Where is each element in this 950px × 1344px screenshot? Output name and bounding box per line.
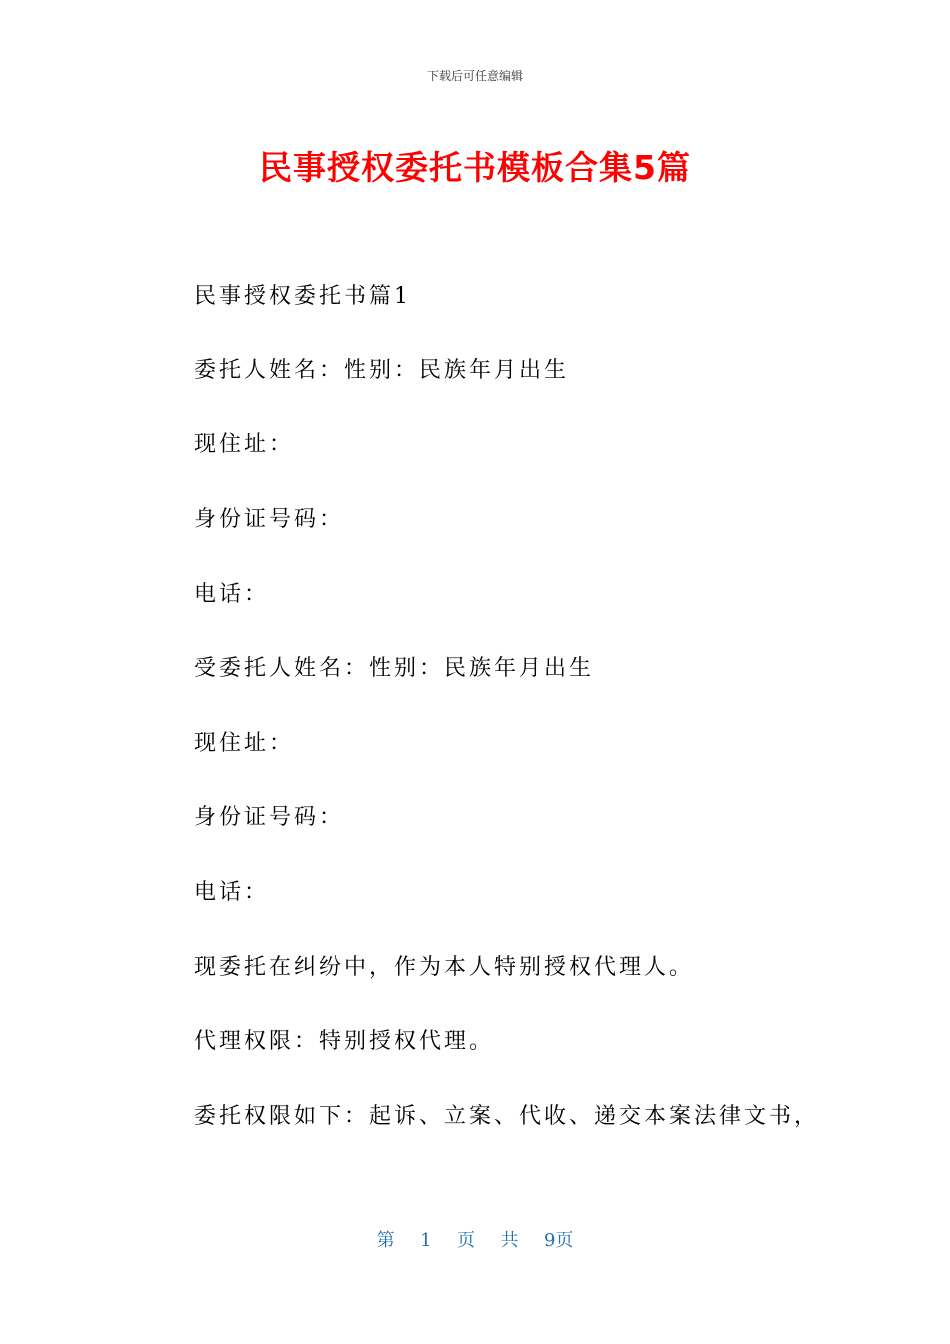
principal-address-line: 现住址：	[194, 432, 295, 457]
delegation-statement: 现委托在纠纷中，作为本人特别授权代理人。	[194, 955, 695, 980]
footer-page-label: 第	[376, 1230, 395, 1251]
page-header: 下载后可任意编辑	[426, 69, 523, 83]
agent-phone-line: 电话：	[194, 880, 270, 905]
principal-phone-line: 电话：	[194, 582, 270, 607]
footer-total-pages: 9页	[543, 1230, 574, 1251]
agent-name-line: 受委托人姓名：性别：民族年月出生	[194, 656, 595, 681]
agent-id-line: 身份证号码：	[194, 805, 345, 830]
authority-details-line: 委托权限如下：起诉、立案、代收、递交本案法律文书，	[194, 1104, 820, 1129]
footer-current-page: 1	[420, 1230, 432, 1251]
document-title: 民事授权委托书模板合集5篇	[259, 148, 691, 187]
footer-page-unit: 页	[457, 1230, 475, 1251]
footer-total-label: 共	[500, 1230, 519, 1251]
principal-id-line: 身份证号码：	[194, 507, 345, 532]
section-heading: 民事授权委托书篇1	[194, 284, 411, 309]
principal-name-line: 委托人姓名：性别：民族年月出生	[194, 358, 570, 383]
agency-scope-line: 代理权限：特别授权代理。	[194, 1029, 495, 1054]
page-footer	[0, 1226, 950, 1252]
agent-address-line: 现住址：	[194, 731, 295, 756]
